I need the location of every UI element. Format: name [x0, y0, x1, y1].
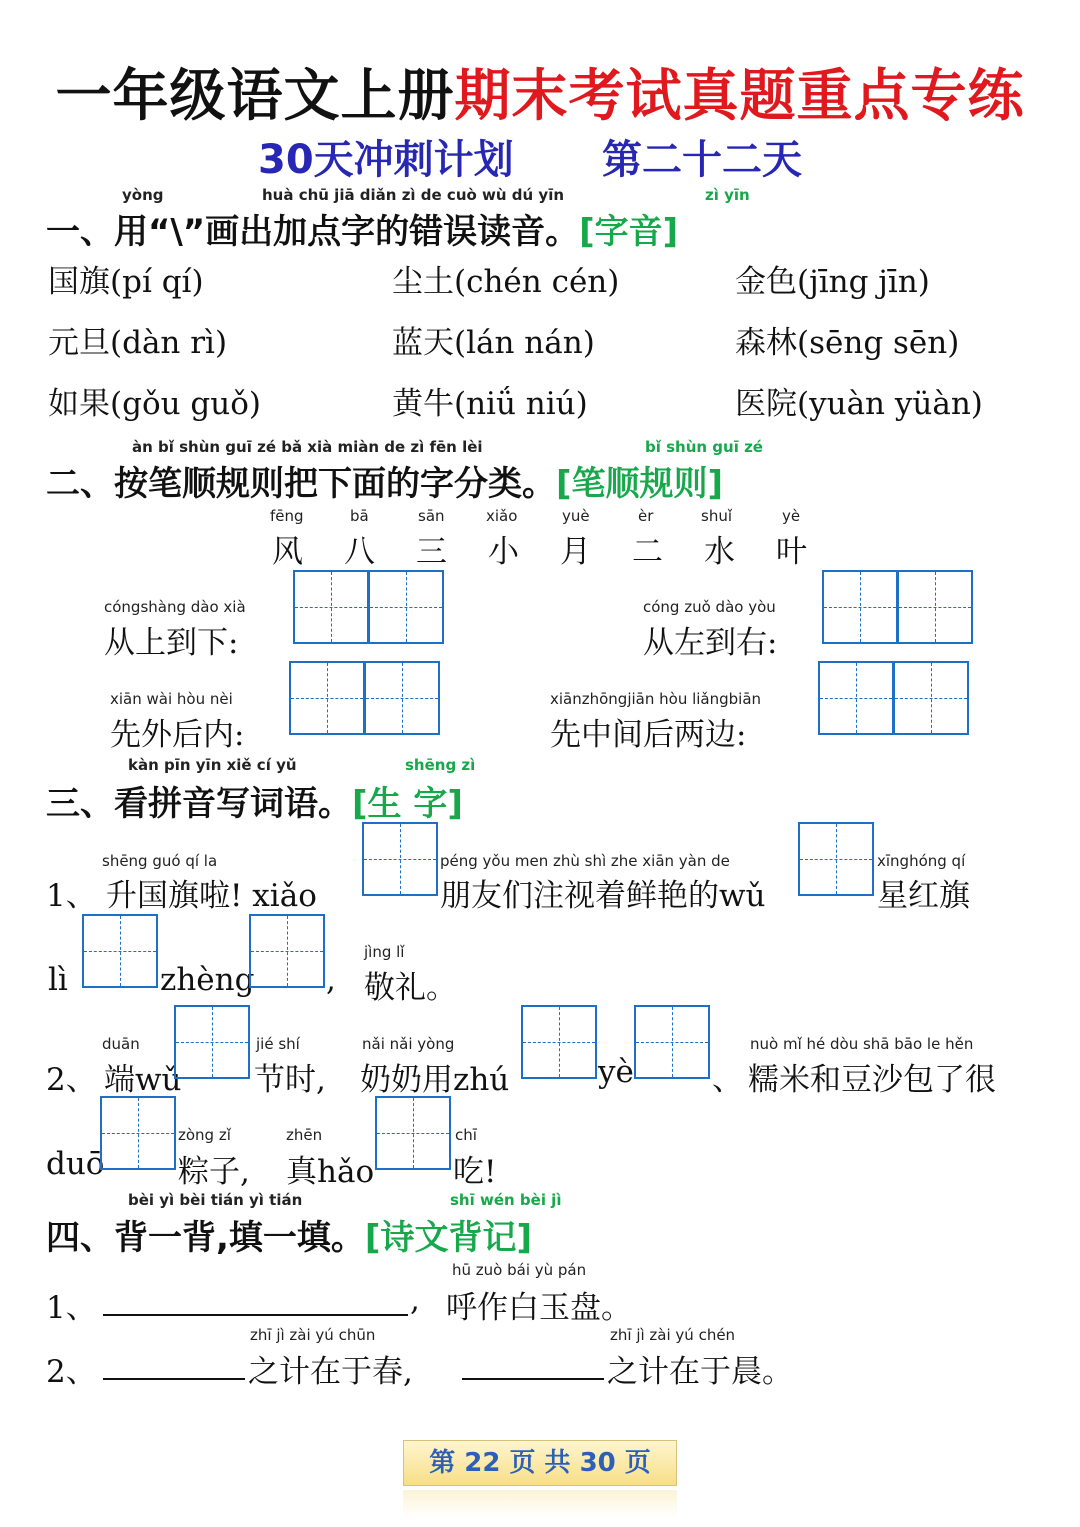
q2-pinyin: nuò mǐ hé dòu shā bāo le hěn — [750, 1035, 974, 1053]
s4-q1-text: 呼作白玉盘。 — [446, 1290, 632, 1326]
q1-text: 朋友们注视着鲜艳的wǔ — [440, 878, 766, 914]
q2-pinyin: zhēn — [286, 1126, 323, 1144]
q1-text: 敬礼。 — [364, 970, 457, 1006]
s4-q1-num: 1、 — [46, 1290, 97, 1326]
writing-box[interactable] — [289, 661, 365, 735]
q2-pinyin: nǎi nǎi yòng — [362, 1035, 455, 1053]
s1-item: 蓝天(lán nán) — [392, 325, 595, 361]
char-pinyin: shuǐ — [701, 507, 732, 525]
q2-pinyin: duān — [102, 1035, 140, 1053]
badge-reflection — [403, 1490, 677, 1518]
fill-blank[interactable] — [462, 1346, 604, 1380]
q2-text: 、 — [712, 1062, 743, 1098]
title-black: 一年级语文上册 — [55, 64, 455, 129]
q2-text: yè — [598, 1054, 634, 1090]
char-pinyin: yuè — [562, 507, 590, 525]
q1-pinyin: xīnghóng qí — [877, 852, 966, 870]
fill-blank[interactable] — [103, 1346, 245, 1380]
s4-heading-text: 四、背一背,填一填。 — [46, 1218, 365, 1258]
q1-text: 星红旗 — [877, 878, 970, 914]
s1-item: 金色(jīng jīn) — [735, 264, 930, 300]
rule-label: 先外后内: — [110, 717, 245, 753]
q1-text: , — [326, 962, 336, 998]
s1-pinyin-yong: yòng — [122, 186, 164, 204]
writing-box[interactable] — [798, 822, 874, 896]
q2-text: duō — [46, 1146, 105, 1182]
char: 小 — [488, 534, 519, 570]
s1-pinyin: huà chū jiā diǎn zì de cuò wù dú yīn — [262, 186, 565, 204]
writing-box[interactable] — [249, 914, 325, 988]
section-3-heading — [46, 776, 463, 825]
s1-item: 医院(yuàn yüàn) — [735, 386, 983, 422]
subtitle-day: 第二十二天 — [602, 137, 802, 183]
s3-tag-pinyin: shēng zì — [405, 756, 476, 774]
s2-tag: [笔顺规则] — [556, 464, 724, 504]
char-pinyin: yè — [782, 507, 801, 525]
q2-text: 吃! — [453, 1154, 497, 1190]
q2-num: 2、 — [46, 1062, 97, 1098]
q2-pinyin: chī — [455, 1126, 477, 1144]
subtitle-plan: 30天冲刺计划 — [258, 137, 514, 183]
s1-heading-text: 一、用“\”画出加点字的错误读音。 — [46, 212, 580, 252]
s4-q2-pinyin: zhī jì zài yú chén — [610, 1326, 736, 1344]
rule-label: 先中间后两边: — [550, 717, 747, 753]
rule-pinyin: xiānzhōngjiān hòu liǎngbiān — [550, 690, 762, 708]
s2-pinyin: àn bǐ shùn guī zé bǎ xià miàn de zì fēn lèi — [132, 438, 483, 456]
q1-pinyin: jìng lǐ — [364, 943, 405, 961]
title-red: 期末考试真题重点专练 — [454, 64, 1025, 129]
s1-tag: [字音] — [579, 212, 679, 252]
writing-box[interactable] — [362, 822, 438, 896]
writing-box[interactable] — [368, 570, 444, 644]
rule-pinyin: xiān wài hòu nèi — [110, 690, 233, 708]
writing-box[interactable] — [897, 570, 973, 644]
rule-label: 从左到右: — [643, 625, 778, 661]
s1-item: 黄牛(niǘ niú) — [392, 386, 588, 422]
s4-q1-comma: , — [410, 1282, 420, 1318]
char: 二 — [632, 534, 663, 570]
s1-tag-pinyin: zì yīn — [705, 186, 750, 204]
section-4-heading — [46, 1210, 532, 1259]
q2-text: 奶奶用zhú — [360, 1062, 510, 1098]
char: 月 — [560, 534, 591, 570]
writing-box[interactable] — [634, 1005, 710, 1079]
s1-item: 森林(sēng sēn) — [735, 325, 960, 361]
s4-tag-pinyin: shī wén bèi jì — [450, 1191, 562, 1209]
char-pinyin: sān — [418, 507, 445, 525]
s4-q2-pinyin: zhī jì zài yú chūn — [250, 1326, 376, 1344]
rule-label: 从上到下: — [104, 625, 239, 661]
q2-text: 节时, — [254, 1062, 326, 1098]
q1-pinyin: péng yǒu men zhù shì zhe xiān yàn de — [440, 852, 730, 870]
s3-heading-text: 三、看拼音写词语。 — [46, 784, 352, 824]
s1-item: 国旗(pí qí) — [48, 264, 204, 300]
s4-q2-num: 2、 — [46, 1354, 97, 1390]
s1-item: 元旦(dàn rì) — [48, 325, 228, 361]
q2-pinyin: zòng zǐ — [178, 1126, 231, 1144]
writing-box[interactable] — [82, 914, 158, 988]
char: 八 — [344, 534, 375, 570]
section-2-heading — [46, 456, 723, 505]
s4-q1-pinyin: hū zuò bái yù pán — [452, 1261, 587, 1279]
q1-num: 1、 — [46, 878, 97, 914]
q2-pinyin: jié shí — [256, 1035, 300, 1053]
writing-box[interactable] — [893, 661, 969, 735]
s4-q2-text: 之计在于春, — [248, 1354, 413, 1390]
s4-tag: [诗文背记] — [364, 1218, 532, 1258]
s2-tag-pinyin: bǐ shùn guī zé — [645, 438, 763, 456]
rule-pinyin: cóngshàng dào xià — [104, 598, 246, 616]
writing-box[interactable] — [364, 661, 440, 735]
q1-text: lì — [48, 962, 68, 998]
char-pinyin: èr — [638, 507, 654, 525]
rule-pinyin: cóng zuǒ dào yòu — [643, 598, 776, 616]
s3-pinyin: kàn pīn yīn xiě cí yǔ — [128, 756, 297, 774]
q2-text: 粽子, — [178, 1154, 250, 1190]
char: 水 — [704, 534, 735, 570]
page-number-badge: 第 22 页 共 30 页 — [403, 1440, 677, 1486]
q2-text: 端wǔ — [104, 1062, 182, 1098]
writing-box[interactable] — [822, 570, 898, 644]
char-pinyin: xiǎo — [486, 507, 518, 525]
char: 风 — [272, 534, 303, 570]
char-pinyin: fēng — [270, 507, 304, 525]
q1-pinyin: shēng guó qí la — [102, 852, 218, 870]
q1-text: 升国旗啦! xiǎo — [106, 878, 317, 914]
writing-box[interactable] — [818, 661, 894, 735]
s2-heading-text: 二、按笔顺规则把下面的字分类。 — [46, 464, 556, 504]
writing-box[interactable] — [174, 1005, 250, 1079]
writing-box[interactable] — [293, 570, 369, 644]
q2-text: 糯米和豆沙包了很 — [748, 1062, 996, 1098]
fill-blank[interactable] — [103, 1282, 408, 1316]
q2-text: 真hǎo — [286, 1154, 375, 1190]
writing-box[interactable] — [521, 1005, 597, 1079]
writing-box[interactable] — [100, 1096, 176, 1170]
s4-pinyin: bèi yì bèi tián yì tián — [128, 1191, 303, 1209]
s1-item: 如果(gǒu guǒ) — [48, 386, 261, 422]
s3-tag: [生 字] — [352, 784, 463, 824]
char: 叶 — [776, 534, 807, 570]
s4-q2-text: 之计在于晨。 — [607, 1354, 793, 1390]
s1-item: 尘土(chén cén) — [392, 264, 620, 300]
char: 三 — [416, 534, 447, 570]
char-pinyin: bā — [350, 507, 369, 525]
page-title — [0, 52, 1080, 132]
q1-text: zhèng — [160, 962, 255, 998]
section-1-heading — [46, 204, 678, 253]
writing-box[interactable] — [375, 1096, 451, 1170]
